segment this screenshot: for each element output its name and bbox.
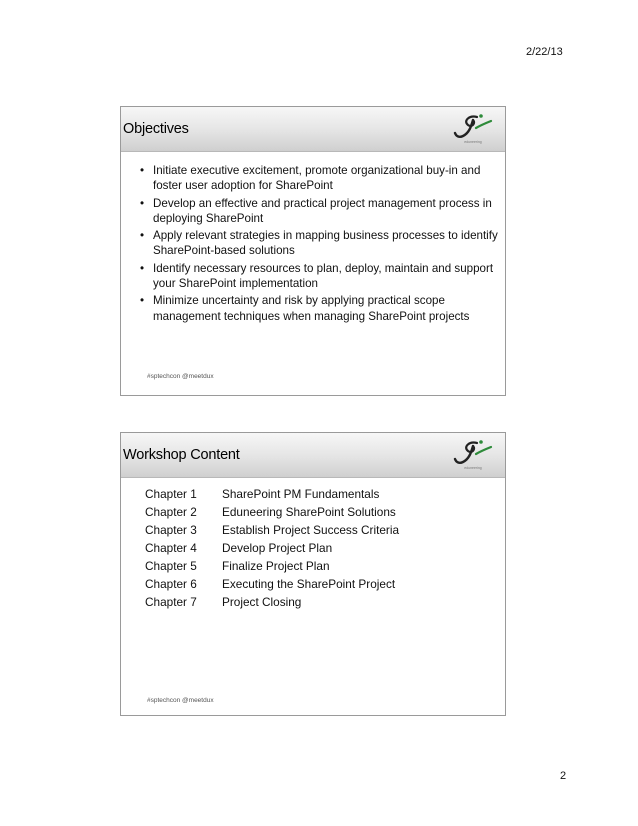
- list-item-text: Minimize uncertainty and risk by applying practical scope management techniques when managing SharePoint projects: [153, 294, 470, 323]
- chapter-title: Project Closing: [222, 595, 302, 609]
- table-row: [145, 503, 399, 521]
- chapter-title: Executing the SharePoint Project: [222, 577, 396, 591]
- chapter-table: [145, 485, 399, 611]
- table-row: [145, 575, 399, 593]
- eduneering-logo-icon: [451, 437, 495, 473]
- logo-caption: eduneering: [464, 466, 482, 470]
- list-item-text: Develop an effective and practical project management process in deploying SharePoint: [153, 196, 492, 225]
- chapter-number: Chapter 5: [145, 559, 197, 573]
- chapter-number: Chapter 2: [145, 505, 197, 519]
- bullet-icon: •: [140, 294, 145, 308]
- table-row: [145, 485, 399, 503]
- slide-header: [121, 433, 505, 478]
- chapter-number: Chapter 3: [145, 523, 197, 537]
- slide-title: Workshop Content: [123, 447, 240, 463]
- chapter-title: Develop Project Plan: [222, 541, 333, 555]
- logo-caption: eduneering: [464, 140, 482, 144]
- chapter-number: Chapter 6: [145, 577, 197, 591]
- chapter-number: Chapter 1: [145, 487, 197, 501]
- list-item-text: Apply relevant strategies in mapping business processes to identify SharePoint-based solutions: [153, 229, 498, 258]
- table-row: [145, 593, 399, 611]
- bullet-icon: •: [140, 261, 145, 275]
- slide-footer-hashtag: #sptechcon @meetdux: [147, 373, 214, 380]
- page-number: 2: [560, 770, 567, 782]
- chapter-title: Finalize Project Plan: [222, 559, 330, 573]
- list-item: [139, 196, 501, 226]
- list-item: [139, 163, 501, 193]
- bullet-icon: •: [140, 164, 145, 177]
- table-row: [145, 539, 399, 557]
- page-date: 2/22/13: [526, 46, 563, 58]
- objectives-list: [139, 163, 501, 326]
- chapter-number: Chapter 4: [145, 541, 197, 555]
- slide-header: [121, 107, 505, 152]
- list-item: [139, 293, 501, 323]
- slide-footer-hashtag: #sptechcon @meetdux: [147, 697, 214, 704]
- slide-objectives: [120, 106, 506, 396]
- bullet-icon: •: [140, 229, 145, 243]
- list-item: [139, 228, 501, 258]
- eduneering-logo-icon: [451, 111, 495, 147]
- chapter-title: Establish Project Success Criteria: [222, 523, 400, 537]
- chapter-title: SharePoint PM Fundamentals: [222, 487, 380, 501]
- table-row: [145, 557, 399, 575]
- list-item: [139, 261, 501, 291]
- table-row: [145, 521, 399, 539]
- list-item-text: Initiate executive excitement, promote organizational buy-in and foster user adoption for SharePoint: [153, 164, 481, 193]
- bullet-icon: •: [140, 196, 145, 210]
- slide-workshop-content: [120, 432, 506, 716]
- list-item-text: Identify necessary resources to plan, deploy, maintain and support your SharePoint implementation: [153, 261, 494, 290]
- chapter-title: Eduneering SharePoint Solutions: [222, 505, 396, 519]
- slide-title: Objectives: [123, 121, 189, 137]
- chapter-number: Chapter 7: [145, 595, 197, 609]
